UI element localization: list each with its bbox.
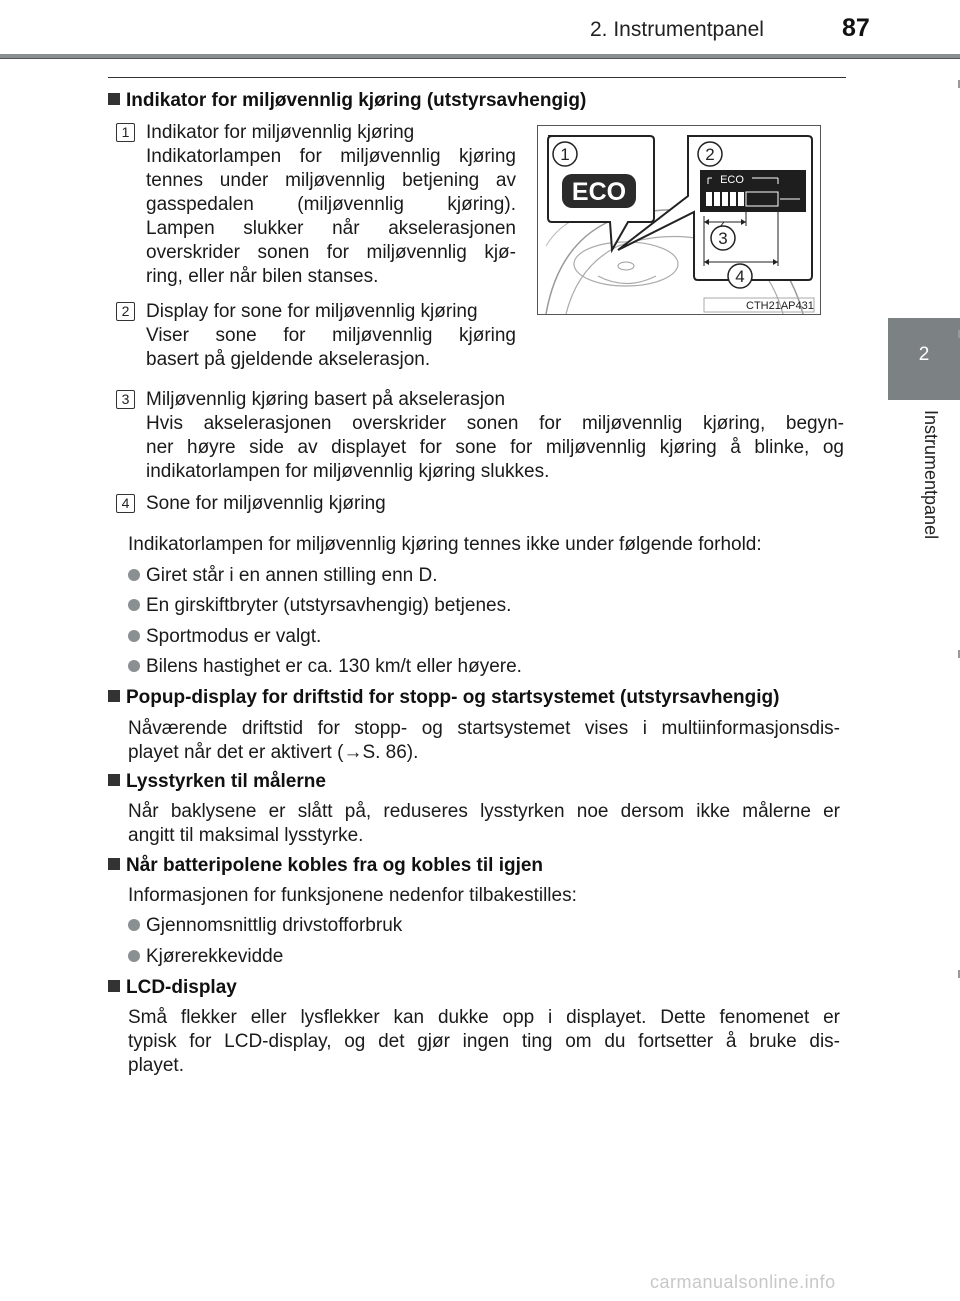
list-item: Bilens hastighet er ca. 130 km/t eller høyere. [128, 655, 522, 679]
display-eco-label: ECO [720, 174, 744, 186]
instrument-cluster-illustration [538, 126, 820, 314]
item-line: basert på gjeldende akselerasjon. [146, 349, 431, 370]
eco-badge-label: ECO [571, 178, 627, 206]
bullet-icon [128, 599, 140, 611]
item-line: indikatorlampen for miljøvennlig kjøring slukkes. [146, 461, 550, 482]
item-line: gasspedalen (miljøvennlig kjøring). [146, 194, 516, 215]
figure-callout-3: 3 [718, 229, 728, 248]
figure-code: CTH21AP431 [746, 300, 814, 312]
item-line: Hvis akselerasjonen overskrider sonen for miljøvennlig kjøring, begyn- [146, 413, 844, 434]
heading-popup: Popup-display for driftstid for stopp- og startsystemet (utstyrsavhengig) [108, 687, 779, 709]
conditions-intro: Indikatorlampen for miljøvennlig kjøring tennes ikke under følgende forhold: [128, 534, 762, 555]
chapter-number: 2 [918, 344, 930, 365]
list-item: Gjennomsnittlig drivstofforbruk [128, 914, 402, 938]
item-title: Display for sone for miljøvennlig kjøring [146, 301, 478, 322]
page-number: 87 [842, 14, 870, 42]
square-bullet-icon [108, 858, 120, 870]
bullet-icon [128, 950, 140, 962]
square-bullet-icon [108, 93, 120, 105]
item-title: Sone for miljøvennlig kjøring [146, 493, 386, 514]
list-item: Kjørerekkevidde [128, 945, 283, 969]
heading-lcd: LCD-display [108, 977, 237, 999]
heading-eco: Indikator for miljøvennlig kjøring (utstyrsavhengig) [108, 90, 586, 112]
bullet-icon [128, 569, 140, 581]
lcd-text: Små flekker eller lysflekker kan dukke opp i displayet. Dette fenomenet er typisk for LCD-display, og det gjør ingen ting om du fortsetter å bruke dis- playet. [128, 1007, 840, 1076]
item-line: ner høyre side av displayet for sone for miljøvennlig kjøring å blinke, og [146, 437, 844, 458]
list-item: En girskiftbryter (utstyrsavhengig) betjenes. [128, 594, 511, 618]
header-rule-line [0, 58, 960, 59]
item-line: tennes under miljøvennlig betjening av [146, 170, 516, 191]
eco-indicator-figure [537, 125, 821, 315]
figure-callout-4: 4 [735, 267, 745, 286]
battery-intro: Informasjonen for funksjonene nedenfor tilbakestilles: [128, 885, 577, 906]
figure-callout-1: 1 [560, 145, 570, 164]
item-line: overskrider sonen for miljøvennlig kjø- [146, 242, 516, 263]
item-title: Miljøvennlig kjøring basert på akselerasjon [146, 389, 506, 410]
bullet-icon [128, 660, 140, 672]
callout-number: 2 [116, 302, 135, 321]
callout-number: 4 [116, 494, 135, 513]
content-rule [108, 77, 846, 78]
item-line: ring, eller når bilen stanses. [146, 266, 379, 287]
arrow-icon: → [343, 742, 363, 763]
heading-brightness: Lysstyrken til målerne [108, 771, 326, 793]
heading-battery: Når batteripolene kobles fra og kobles til igjen [108, 855, 543, 877]
item-line: Indikatorlampen for miljøvennlig kjøring [146, 146, 516, 167]
callout-number: 3 [116, 390, 135, 409]
bullet-icon [128, 630, 140, 642]
item-title: Indikator for miljøvennlig kjøring [146, 122, 415, 143]
list-item: Sportmodus er valgt. [128, 625, 321, 649]
square-bullet-icon [108, 774, 120, 786]
bullet-icon [128, 919, 140, 931]
item-line: Viser sone for miljøvennlig kjøring [146, 325, 516, 346]
square-bullet-icon [108, 980, 120, 992]
section-title: 2. Instrumentpanel [590, 18, 764, 41]
square-bullet-icon [108, 690, 120, 702]
watermark: carmanualsonline.info [650, 1272, 836, 1292]
brightness-text: Når baklysene er slått på, reduseres lysstyrken noe dersom ikke målerne er angitt til maksimal lysstyrke. [128, 801, 840, 846]
list-item: Giret står i en annen stilling enn D. [128, 564, 438, 588]
chapter-label-wrap [896, 410, 941, 610]
chapter-label: Instrumentpanel [921, 410, 941, 540]
callout-number: 1 [116, 123, 135, 142]
popup-text: Nåværende driftstid for stopp- og startsystemet vises i multiinformasjonsdis- playet når det er aktivert (→S. 86). [128, 718, 840, 763]
item-line: Lampen slukker når akselerasjonen [146, 218, 516, 239]
figure-callout-2: 2 [705, 145, 715, 164]
